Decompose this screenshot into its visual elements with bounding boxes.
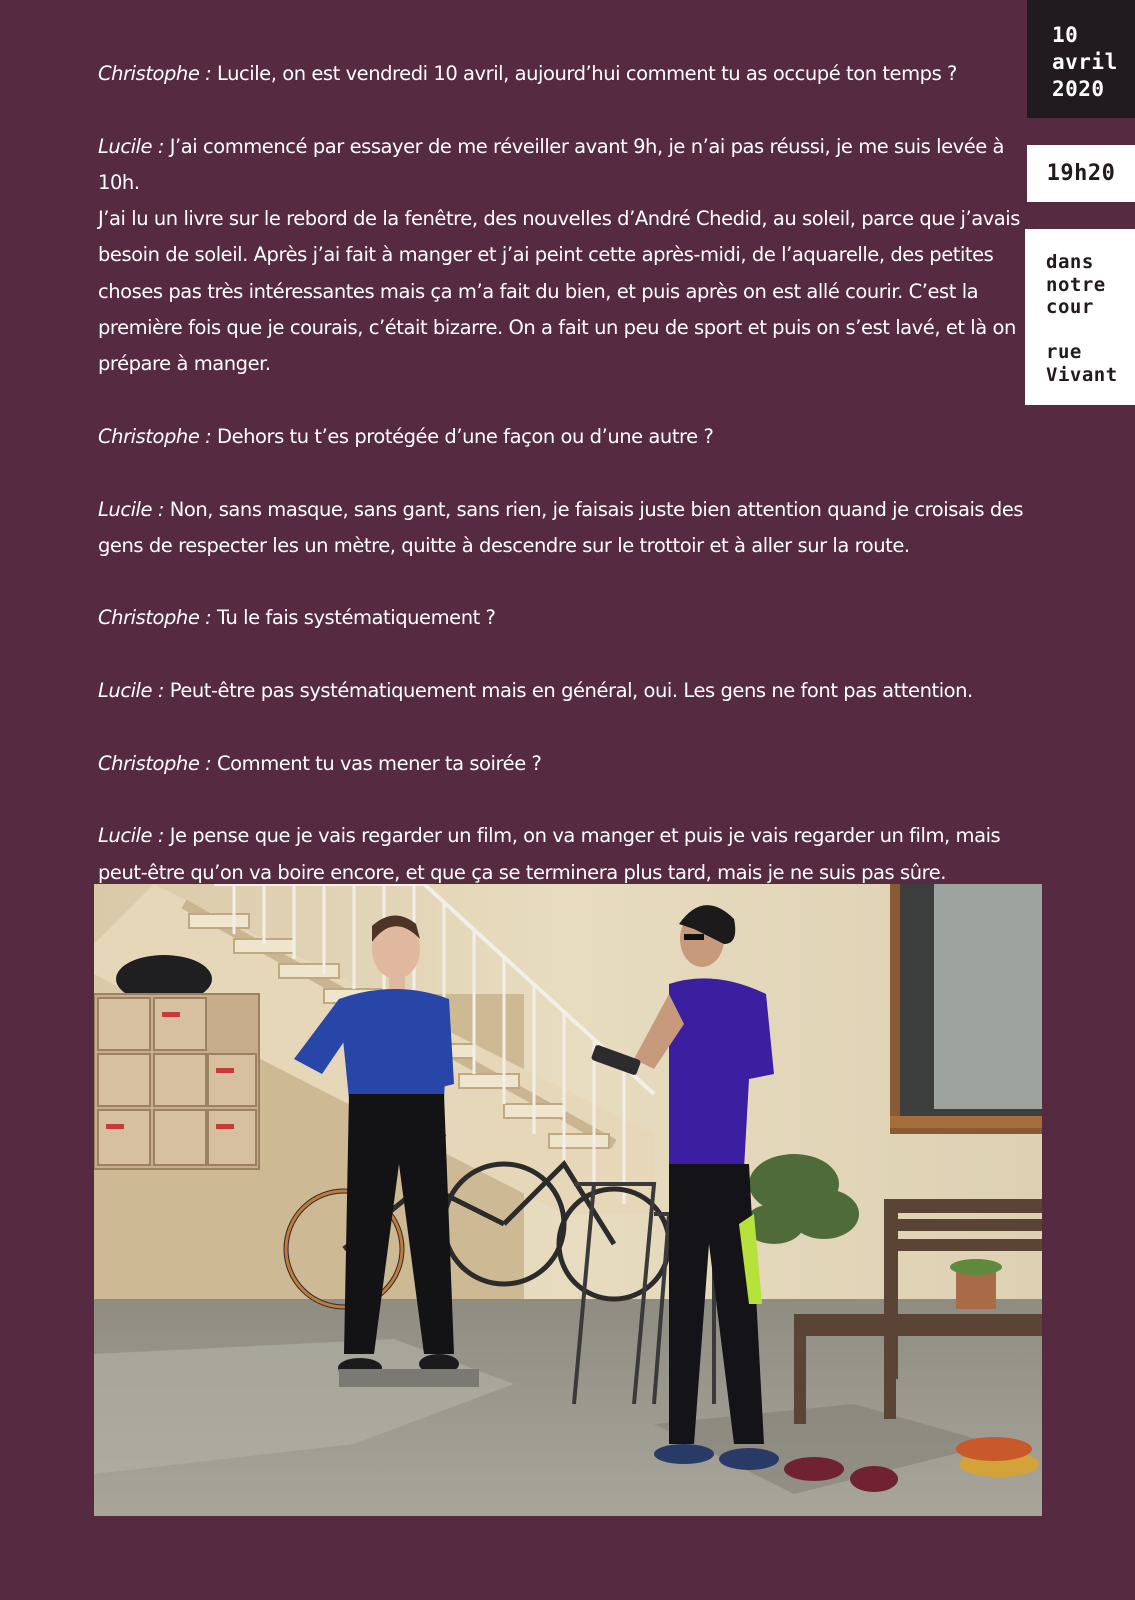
speaker-name: Lucile : [98,497,164,521]
dialogue-text: Non, sans masque, sans gant, sans rien, je faisais juste bien attention quand je croisais des gens de respecter les un mètre, quitte à descendre sur le trottoir et à aller sur la route. [98,497,1024,557]
speaker-name: Christophe : [98,62,212,85]
courtyard-photo [94,884,1042,1516]
dialogue-text: Dehors tu t’es protégée d’une façon ou d’une autre ? [217,424,714,448]
speaker-name: Christophe : [98,751,212,775]
dialogue-text: J’ai commencé par essayer de me réveiller avant 9h, je n’ai pas réussi, je me suis levée à 10h. [98,134,1005,194]
dialogue-text: Je pense que je vais regarder un film, on va manger et puis je vais regarder un film, mais peut-être qu’on va boire encore, et que ça se terminera plus tard, mais je ne suis pas sûre. [98,824,1001,884]
speaker-name: Christophe : [98,424,212,448]
dialogue-line [98,673,1038,709]
place-word: cour [1046,296,1094,318]
time-tag [1027,145,1135,202]
dialogue-line [98,600,1038,636]
dialogue-line [98,818,1038,891]
place-word: rue [1046,341,1082,363]
dialogue-line [98,56,1038,92]
place-spacer [1046,319,1135,342]
date-month: avril [1052,50,1118,74]
place-word: notre [1046,273,1106,296]
time-label: 19h20 [1046,161,1116,186]
dialogue-text: Lucile, on est vendredi 10 avril, aujourd’hui comment tu as occupé ton temps ? [217,62,957,85]
dialogue-text-continued: J’ai lu un livre sur le rebord de la fenêtre, des nouvelles d’André Chedid, au soleil, parce que j’avais besoin de soleil. Après j’ai fait à manger et j’ai peint cette après-midi, de l’aquarelle, des petites choses pas très intéressantes mais ça m’a fait du bien, et puis après on est allé courir. C’est la première fois que je courais, c’était bizarre. On a fait un peu de sport et puis on s’est lavé, et là on prépare à manger. [98,207,1020,376]
dialogue-line [98,419,1038,455]
date-day: 10 [1052,23,1079,47]
dialogue-text: Comment tu vas mener ta soirée ? [217,751,542,775]
speaker-name: Lucile : [98,824,164,848]
dialogue-line [98,746,1038,782]
speaker-name: Lucile : [98,134,164,158]
interview-dialogue [98,56,1038,927]
speaker-name: Christophe : [98,606,212,630]
dialogue-text: Peut-être pas systématiquement mais en général, oui. Les gens ne font pas attention. [169,679,973,703]
date-year: 2020 [1052,77,1105,101]
dialogue-line [98,492,1038,565]
dialogue-line [98,129,1038,383]
place-word: Vivant [1046,363,1118,386]
place-tag [1025,229,1135,405]
place-word: dans [1046,251,1094,273]
dialogue-text: Tu le fais systématiquement ? [217,606,496,630]
date-tag [1027,0,1135,118]
speaker-name: Lucile : [98,679,164,703]
